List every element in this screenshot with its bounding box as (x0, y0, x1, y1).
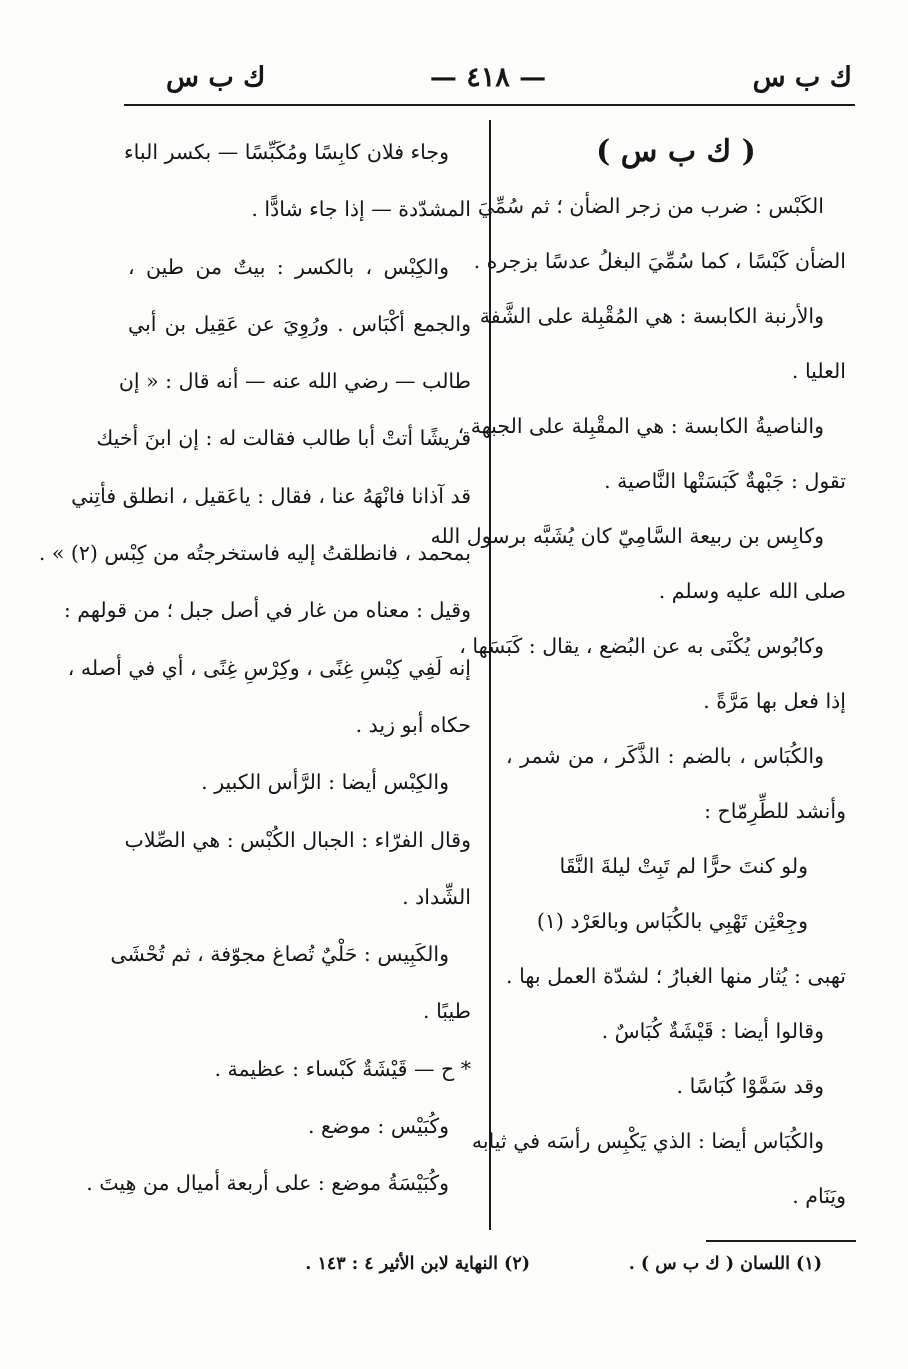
entry-heading: ( ك ب س ) (596, 134, 756, 169)
text-line: والكَبِيس : حَلْيٌ تُصاغ مجوّفة ، ثم تُحْشَى (110, 942, 449, 967)
text-line: وكُبَيْسَةُ موضع : على أربعة أميال من هِيتَ . (86, 1171, 449, 1196)
text-line: وقيل : معناه من غار في أصل جبل ؛ من قولهم : (63, 598, 471, 623)
text-line: وقد سَمَّوْا كُبَاسًا . (676, 1074, 824, 1098)
text-line: وكابِس بن ربيعة السَّامِيّ كان يُشَبَّه برسول الله (430, 524, 824, 548)
text-line: وقالوا أيضا : قَيْشَةٌ كُبَاسٌ . (601, 1019, 824, 1043)
text-line: إنه لَفِي كِبْسِ غِنًى ، وكِرْسِ غِنًى ، أي في أصله ، (67, 655, 471, 680)
text-line: وكابُوس يُكْنَى به عن البُضع ، يقال : كَبَسَها ، (459, 634, 824, 658)
page-header (124, 58, 852, 100)
text-line: صلى الله عليه وسلم . (658, 579, 846, 603)
poem-line: ولو كنتَ حرًّا لم تَبِتْ ليلةَ النَّقَا (559, 854, 808, 878)
text-line: والكُبَاس أيضا : الذي يَكْبِس رأسَه في ثيابه (471, 1129, 824, 1153)
text-line: والجمع أكْبَاس . ورُوِيَ عن عَقِيل بن أبي (128, 311, 471, 336)
text-line: قد آذانا فانْهَهُ عنا ، فقال : ياعَقيل ، انطلق فأتِني (71, 483, 471, 508)
text-line: إذا فعل بها مَرَّةً . (703, 689, 846, 713)
text-line: بمحمد ، فانطلقتُ إليه فاستخرجتُه من كِبْس (٢) » . (38, 541, 471, 566)
text-line: الضأن كَبْسًا ، كما سُمِّيَ البغلُ عدسًا بزجره . (473, 249, 846, 273)
header-root-left: ك ب س (166, 62, 266, 93)
text-line: طيبًا . (423, 999, 471, 1024)
page-number: — ٤١٨ — (429, 62, 547, 93)
text-line: العليا . (791, 359, 846, 383)
header-root-right: ك ب س (752, 62, 852, 93)
text-line: الكَبْس : ضرب من زجر الضأن ؛ ثم سُمِّيَ (477, 194, 824, 218)
text-line: قريشًا أتتْ أبا طالب فقالت له : إن ابنَ أخيك (96, 426, 471, 451)
text-line: وجاء فلان كابِسًا ومُكَبِّسًا — بكسر الباء (124, 140, 449, 164)
text-line: والكُبَاس ، بالضم : الذَّكَر ، من شمر ، (506, 744, 824, 768)
text-line: * ح — قَيْشَةٌ كَبْساء : عظيمة . (214, 1056, 471, 1081)
text-line: ويَنَام . (792, 1184, 846, 1208)
text-line: الشِّداد . (402, 884, 471, 909)
text-line: والكِبْس ، بالكسر : بيتٌ من طين ، (128, 254, 449, 279)
text-line: والأرنبة الكابسة : هي المُقْبِلة على الشَّفة (479, 304, 824, 328)
text-line: وأنشد للطِّرِمّاح : (704, 799, 846, 823)
text-line: والكِبْس أيضا : الرَّأس الكبير . (201, 770, 449, 795)
text-line: حكاه أبو زيد . (355, 712, 471, 737)
text-line: المشدّدة — إذا جاء شادًّا . (251, 197, 471, 222)
text-line: وكُبَيْس : موضع . (307, 1114, 449, 1139)
text-line: والناصيةُ الكابسة : هي المقْبِلة على الجبهة ، (457, 414, 824, 438)
footnote-2: (٢) النهاية لابن الأثير ٤ : ١٤٣ . (305, 1254, 530, 1274)
left-column (38, 124, 471, 1213)
poem-line: وجِعْثِن تَهْبِي بالكُبَاس وبالعَرْد (١) (536, 909, 808, 933)
footnote-1: (١) اللسان ( ك ب س ) . (628, 1254, 822, 1274)
text-line: طالب — رضي الله عنه — أنه قال : « إن (118, 369, 471, 394)
text-line: تهبى : يُثار منها الغبارُ ؛ لشدّة العمل بها . (506, 964, 846, 988)
header-rule (124, 104, 855, 106)
text-line: وقال الفرّاء : الجبال الكُبْس : هي الصِّلاب (124, 827, 471, 852)
text-line: تقول : جَبْهةٌ كَبَسَتْها النَّاصية . (604, 469, 846, 493)
footnote-rule (706, 1240, 856, 1242)
